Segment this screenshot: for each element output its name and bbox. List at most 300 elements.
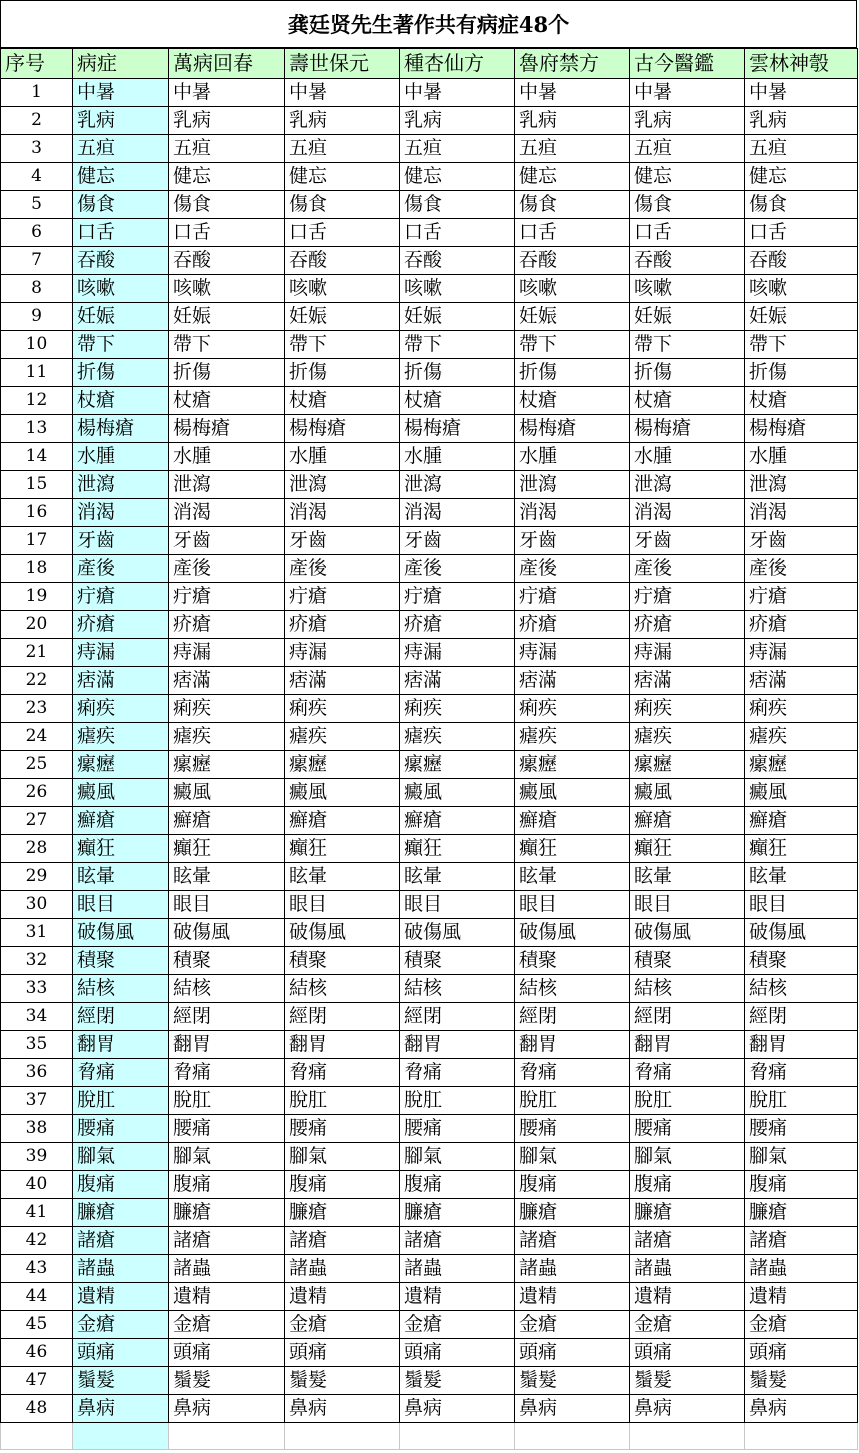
book-wanbing-huichun-cell[interactable]: 鼻病 bbox=[169, 1395, 285, 1423]
book-zhongxing-xianfang-cell[interactable]: 眩暈 bbox=[400, 863, 515, 891]
empty-cell[interactable] bbox=[630, 1423, 745, 1450]
row-index-cell[interactable]: 9 bbox=[1, 303, 73, 331]
row-index-cell[interactable]: 20 bbox=[1, 611, 73, 639]
disease-cell[interactable]: 瘰癧 bbox=[73, 751, 169, 779]
disease-cell[interactable]: 結核 bbox=[73, 975, 169, 1003]
empty-cell[interactable] bbox=[400, 1423, 515, 1450]
book-gujin-yijian-cell[interactable]: 乳病 bbox=[630, 107, 745, 135]
book-yunlin-shengou-cell[interactable]: 咳嗽 bbox=[745, 275, 858, 303]
book-shoushi-baoyuan-cell[interactable]: 遺精 bbox=[285, 1283, 400, 1311]
book-lufu-jinfang-cell[interactable]: 產後 bbox=[515, 555, 630, 583]
book-wanbing-huichun-cell[interactable]: 水腫 bbox=[169, 443, 285, 471]
book-zhongxing-xianfang-cell[interactable]: 破傷風 bbox=[400, 919, 515, 947]
row-index-cell[interactable]: 27 bbox=[1, 807, 73, 835]
row-index-cell[interactable]: 34 bbox=[1, 1003, 73, 1031]
book-shoushi-baoyuan-cell[interactable]: 腹痛 bbox=[285, 1171, 400, 1199]
book-gujin-yijian-cell[interactable]: 臁瘡 bbox=[630, 1199, 745, 1227]
book-zhongxing-xianfang-cell[interactable]: 泄瀉 bbox=[400, 471, 515, 499]
book-shoushi-baoyuan-cell[interactable]: 諸蟲 bbox=[285, 1255, 400, 1283]
book-gujin-yijian-cell[interactable]: 疥瘡 bbox=[630, 611, 745, 639]
empty-cell[interactable] bbox=[285, 1423, 400, 1450]
row-index-cell[interactable]: 36 bbox=[1, 1059, 73, 1087]
row-index-cell[interactable]: 19 bbox=[1, 583, 73, 611]
book-zhongxing-xianfang-cell[interactable]: 瘰癧 bbox=[400, 751, 515, 779]
book-shoushi-baoyuan-cell[interactable]: 癬瘡 bbox=[285, 807, 400, 835]
book-yunlin-shengou-cell[interactable]: 鬚髮 bbox=[745, 1367, 858, 1395]
book-gujin-yijian-cell[interactable]: 口舌 bbox=[630, 219, 745, 247]
book-shoushi-baoyuan-cell[interactable]: 眩暈 bbox=[285, 863, 400, 891]
book-wanbing-huichun-cell[interactable]: 乳病 bbox=[169, 107, 285, 135]
row-index-cell[interactable]: 41 bbox=[1, 1199, 73, 1227]
book-gujin-yijian-cell[interactable]: 妊娠 bbox=[630, 303, 745, 331]
book-gujin-yijian-cell[interactable]: 牙齒 bbox=[630, 527, 745, 555]
book-zhongxing-xianfang-cell[interactable]: 水腫 bbox=[400, 443, 515, 471]
book-lufu-jinfang-cell[interactable]: 泄瀉 bbox=[515, 471, 630, 499]
book-shoushi-baoyuan-cell[interactable]: 牙齒 bbox=[285, 527, 400, 555]
book-shoushi-baoyuan-cell[interactable]: 產後 bbox=[285, 555, 400, 583]
book-yunlin-shengou-cell[interactable]: 痞滿 bbox=[745, 667, 858, 695]
book-wanbing-huichun-cell[interactable]: 瘧疾 bbox=[169, 723, 285, 751]
row-index-cell[interactable]: 48 bbox=[1, 1395, 73, 1423]
book-shoushi-baoyuan-cell[interactable]: 傷食 bbox=[285, 191, 400, 219]
book-yunlin-shengou-cell[interactable]: 瘧疾 bbox=[745, 723, 858, 751]
disease-cell[interactable]: 消渴 bbox=[73, 499, 169, 527]
book-lufu-jinfang-cell[interactable]: 健忘 bbox=[515, 163, 630, 191]
book-shoushi-baoyuan-cell[interactable]: 脫肛 bbox=[285, 1087, 400, 1115]
row-index-cell[interactable]: 8 bbox=[1, 275, 73, 303]
book-wanbing-huichun-cell[interactable]: 積聚 bbox=[169, 947, 285, 975]
header-wanbing-huichun[interactable]: 萬病回春 bbox=[169, 49, 285, 79]
book-wanbing-huichun-cell[interactable]: 癬瘡 bbox=[169, 807, 285, 835]
row-index-cell[interactable]: 2 bbox=[1, 107, 73, 135]
disease-cell[interactable]: 杖瘡 bbox=[73, 387, 169, 415]
book-gujin-yijian-cell[interactable]: 健忘 bbox=[630, 163, 745, 191]
disease-cell[interactable]: 金瘡 bbox=[73, 1311, 169, 1339]
book-wanbing-huichun-cell[interactable]: 金瘡 bbox=[169, 1311, 285, 1339]
book-lufu-jinfang-cell[interactable]: 結核 bbox=[515, 975, 630, 1003]
row-index-cell[interactable]: 28 bbox=[1, 835, 73, 863]
book-shoushi-baoyuan-cell[interactable]: 帶下 bbox=[285, 331, 400, 359]
disease-cell[interactable]: 遺精 bbox=[73, 1283, 169, 1311]
book-wanbing-huichun-cell[interactable]: 癜風 bbox=[169, 779, 285, 807]
book-shoushi-baoyuan-cell[interactable]: 臁瘡 bbox=[285, 1199, 400, 1227]
book-zhongxing-xianfang-cell[interactable]: 牙齒 bbox=[400, 527, 515, 555]
book-lufu-jinfang-cell[interactable]: 腹痛 bbox=[515, 1171, 630, 1199]
book-zhongxing-xianfang-cell[interactable]: 積聚 bbox=[400, 947, 515, 975]
empty-cell[interactable] bbox=[169, 1423, 285, 1450]
row-index-cell[interactable]: 5 bbox=[1, 191, 73, 219]
book-yunlin-shengou-cell[interactable]: 杖瘡 bbox=[745, 387, 858, 415]
book-gujin-yijian-cell[interactable]: 脅痛 bbox=[630, 1059, 745, 1087]
book-yunlin-shengou-cell[interactable]: 瘰癧 bbox=[745, 751, 858, 779]
disease-cell[interactable]: 疥瘡 bbox=[73, 611, 169, 639]
disease-cell[interactable]: 折傷 bbox=[73, 359, 169, 387]
book-gujin-yijian-cell[interactable]: 痔漏 bbox=[630, 639, 745, 667]
book-shoushi-baoyuan-cell[interactable]: 鼻病 bbox=[285, 1395, 400, 1423]
book-gujin-yijian-cell[interactable]: 諸蟲 bbox=[630, 1255, 745, 1283]
book-gujin-yijian-cell[interactable]: 頭痛 bbox=[630, 1339, 745, 1367]
book-lufu-jinfang-cell[interactable]: 口舌 bbox=[515, 219, 630, 247]
book-yunlin-shengou-cell[interactable]: 癜風 bbox=[745, 779, 858, 807]
disease-cell[interactable]: 鼻病 bbox=[73, 1395, 169, 1423]
book-lufu-jinfang-cell[interactable]: 瘰癧 bbox=[515, 751, 630, 779]
book-shoushi-baoyuan-cell[interactable]: 瘧疾 bbox=[285, 723, 400, 751]
book-shoushi-baoyuan-cell[interactable]: 楊梅瘡 bbox=[285, 415, 400, 443]
book-zhongxing-xianfang-cell[interactable]: 妊娠 bbox=[400, 303, 515, 331]
book-wanbing-huichun-cell[interactable]: 五疸 bbox=[169, 135, 285, 163]
book-lufu-jinfang-cell[interactable]: 楊梅瘡 bbox=[515, 415, 630, 443]
book-wanbing-huichun-cell[interactable]: 傷食 bbox=[169, 191, 285, 219]
book-wanbing-huichun-cell[interactable]: 健忘 bbox=[169, 163, 285, 191]
row-index-cell[interactable]: 1 bbox=[1, 79, 73, 107]
book-lufu-jinfang-cell[interactable]: 眩暈 bbox=[515, 863, 630, 891]
book-yunlin-shengou-cell[interactable]: 楊梅瘡 bbox=[745, 415, 858, 443]
book-wanbing-huichun-cell[interactable]: 中暑 bbox=[169, 79, 285, 107]
book-yunlin-shengou-cell[interactable]: 翻胃 bbox=[745, 1031, 858, 1059]
book-zhongxing-xianfang-cell[interactable]: 乳病 bbox=[400, 107, 515, 135]
row-index-cell[interactable]: 45 bbox=[1, 1311, 73, 1339]
disease-cell[interactable]: 吞酸 bbox=[73, 247, 169, 275]
book-yunlin-shengou-cell[interactable]: 消渴 bbox=[745, 499, 858, 527]
book-zhongxing-xianfang-cell[interactable]: 頭痛 bbox=[400, 1339, 515, 1367]
book-zhongxing-xianfang-cell[interactable]: 吞酸 bbox=[400, 247, 515, 275]
book-zhongxing-xianfang-cell[interactable]: 楊梅瘡 bbox=[400, 415, 515, 443]
book-gujin-yijian-cell[interactable]: 水腫 bbox=[630, 443, 745, 471]
header-lufu-jinfang[interactable]: 魯府禁方 bbox=[515, 49, 630, 79]
disease-cell[interactable]: 經閉 bbox=[73, 1003, 169, 1031]
disease-cell[interactable]: 腳氣 bbox=[73, 1143, 169, 1171]
book-yunlin-shengou-cell[interactable]: 眩暈 bbox=[745, 863, 858, 891]
book-gujin-yijian-cell[interactable]: 鬚髮 bbox=[630, 1367, 745, 1395]
book-zhongxing-xianfang-cell[interactable]: 消渴 bbox=[400, 499, 515, 527]
row-index-cell[interactable]: 23 bbox=[1, 695, 73, 723]
book-yunlin-shengou-cell[interactable]: 經閉 bbox=[745, 1003, 858, 1031]
disease-cell[interactable]: 產後 bbox=[73, 555, 169, 583]
disease-cell[interactable]: 諸蟲 bbox=[73, 1255, 169, 1283]
disease-cell[interactable]: 疔瘡 bbox=[73, 583, 169, 611]
book-gujin-yijian-cell[interactable]: 脫肛 bbox=[630, 1087, 745, 1115]
disease-cell[interactable]: 牙齒 bbox=[73, 527, 169, 555]
book-gujin-yijian-cell[interactable]: 咳嗽 bbox=[630, 275, 745, 303]
book-zhongxing-xianfang-cell[interactable]: 結核 bbox=[400, 975, 515, 1003]
row-index-cell[interactable]: 39 bbox=[1, 1143, 73, 1171]
book-wanbing-huichun-cell[interactable]: 痢疾 bbox=[169, 695, 285, 723]
book-yunlin-shengou-cell[interactable]: 腳氣 bbox=[745, 1143, 858, 1171]
row-index-cell[interactable]: 24 bbox=[1, 723, 73, 751]
row-index-cell[interactable]: 40 bbox=[1, 1171, 73, 1199]
disease-cell[interactable]: 咳嗽 bbox=[73, 275, 169, 303]
book-lufu-jinfang-cell[interactable]: 眼目 bbox=[515, 891, 630, 919]
book-yunlin-shengou-cell[interactable]: 諸瘡 bbox=[745, 1227, 858, 1255]
book-yunlin-shengou-cell[interactable]: 遺精 bbox=[745, 1283, 858, 1311]
book-gujin-yijian-cell[interactable]: 折傷 bbox=[630, 359, 745, 387]
book-wanbing-huichun-cell[interactable]: 翻胃 bbox=[169, 1031, 285, 1059]
book-shoushi-baoyuan-cell[interactable]: 結核 bbox=[285, 975, 400, 1003]
book-zhongxing-xianfang-cell[interactable]: 折傷 bbox=[400, 359, 515, 387]
book-yunlin-shengou-cell[interactable]: 泄瀉 bbox=[745, 471, 858, 499]
book-wanbing-huichun-cell[interactable]: 牙齒 bbox=[169, 527, 285, 555]
row-index-cell[interactable]: 33 bbox=[1, 975, 73, 1003]
book-shoushi-baoyuan-cell[interactable]: 咳嗽 bbox=[285, 275, 400, 303]
book-gujin-yijian-cell[interactable]: 翻胃 bbox=[630, 1031, 745, 1059]
book-shoushi-baoyuan-cell[interactable]: 水腫 bbox=[285, 443, 400, 471]
disease-cell[interactable]: 痢疾 bbox=[73, 695, 169, 723]
book-zhongxing-xianfang-cell[interactable]: 腳氣 bbox=[400, 1143, 515, 1171]
row-index-cell[interactable]: 4 bbox=[1, 163, 73, 191]
book-shoushi-baoyuan-cell[interactable]: 消渴 bbox=[285, 499, 400, 527]
book-wanbing-huichun-cell[interactable]: 腳氣 bbox=[169, 1143, 285, 1171]
row-index-cell[interactable]: 35 bbox=[1, 1031, 73, 1059]
row-index-cell[interactable]: 43 bbox=[1, 1255, 73, 1283]
book-shoushi-baoyuan-cell[interactable]: 脅痛 bbox=[285, 1059, 400, 1087]
book-wanbing-huichun-cell[interactable]: 腹痛 bbox=[169, 1171, 285, 1199]
book-shoushi-baoyuan-cell[interactable]: 瘰癧 bbox=[285, 751, 400, 779]
book-wanbing-huichun-cell[interactable]: 痔漏 bbox=[169, 639, 285, 667]
book-wanbing-huichun-cell[interactable]: 咳嗽 bbox=[169, 275, 285, 303]
disease-cell[interactable]: 頭痛 bbox=[73, 1339, 169, 1367]
row-index-cell[interactable]: 7 bbox=[1, 247, 73, 275]
book-shoushi-baoyuan-cell[interactable]: 破傷風 bbox=[285, 919, 400, 947]
book-lufu-jinfang-cell[interactable]: 積聚 bbox=[515, 947, 630, 975]
book-wanbing-huichun-cell[interactable]: 折傷 bbox=[169, 359, 285, 387]
book-gujin-yijian-cell[interactable]: 眩暈 bbox=[630, 863, 745, 891]
book-shoushi-baoyuan-cell[interactable]: 杖瘡 bbox=[285, 387, 400, 415]
book-shoushi-baoyuan-cell[interactable]: 腰痛 bbox=[285, 1115, 400, 1143]
book-shoushi-baoyuan-cell[interactable]: 健忘 bbox=[285, 163, 400, 191]
book-wanbing-huichun-cell[interactable]: 產後 bbox=[169, 555, 285, 583]
book-shoushi-baoyuan-cell[interactable]: 翻胃 bbox=[285, 1031, 400, 1059]
book-gujin-yijian-cell[interactable]: 吞酸 bbox=[630, 247, 745, 275]
book-zhongxing-xianfang-cell[interactable]: 腹痛 bbox=[400, 1171, 515, 1199]
row-index-cell[interactable]: 22 bbox=[1, 667, 73, 695]
book-shoushi-baoyuan-cell[interactable]: 泄瀉 bbox=[285, 471, 400, 499]
book-yunlin-shengou-cell[interactable]: 眼目 bbox=[745, 891, 858, 919]
row-index-cell[interactable]: 32 bbox=[1, 947, 73, 975]
book-yunlin-shengou-cell[interactable]: 癬瘡 bbox=[745, 807, 858, 835]
book-shoushi-baoyuan-cell[interactable]: 眼目 bbox=[285, 891, 400, 919]
book-wanbing-huichun-cell[interactable]: 經閉 bbox=[169, 1003, 285, 1031]
book-gujin-yijian-cell[interactable]: 諸瘡 bbox=[630, 1227, 745, 1255]
book-wanbing-huichun-cell[interactable]: 泄瀉 bbox=[169, 471, 285, 499]
book-shoushi-baoyuan-cell[interactable]: 腳氣 bbox=[285, 1143, 400, 1171]
book-wanbing-huichun-cell[interactable]: 遺精 bbox=[169, 1283, 285, 1311]
book-yunlin-shengou-cell[interactable]: 鼻病 bbox=[745, 1395, 858, 1423]
book-wanbing-huichun-cell[interactable]: 瘰癧 bbox=[169, 751, 285, 779]
disease-cell[interactable]: 五疸 bbox=[73, 135, 169, 163]
book-wanbing-huichun-cell[interactable]: 妊娠 bbox=[169, 303, 285, 331]
book-lufu-jinfang-cell[interactable]: 遺精 bbox=[515, 1283, 630, 1311]
book-wanbing-huichun-cell[interactable]: 諸瘡 bbox=[169, 1227, 285, 1255]
book-wanbing-huichun-cell[interactable]: 帶下 bbox=[169, 331, 285, 359]
book-yunlin-shengou-cell[interactable]: 乳病 bbox=[745, 107, 858, 135]
empty-cell[interactable] bbox=[515, 1423, 630, 1450]
disease-cell[interactable]: 水腫 bbox=[73, 443, 169, 471]
disease-cell[interactable]: 臁瘡 bbox=[73, 1199, 169, 1227]
book-lufu-jinfang-cell[interactable]: 鬚髮 bbox=[515, 1367, 630, 1395]
book-lufu-jinfang-cell[interactable]: 瘧疾 bbox=[515, 723, 630, 751]
disease-cell[interactable]: 乳病 bbox=[73, 107, 169, 135]
book-yunlin-shengou-cell[interactable]: 口舌 bbox=[745, 219, 858, 247]
book-wanbing-huichun-cell[interactable]: 腰痛 bbox=[169, 1115, 285, 1143]
book-lufu-jinfang-cell[interactable]: 癬瘡 bbox=[515, 807, 630, 835]
disease-cell[interactable]: 妊娠 bbox=[73, 303, 169, 331]
book-gujin-yijian-cell[interactable]: 瘰癧 bbox=[630, 751, 745, 779]
disease-cell[interactable]: 積聚 bbox=[73, 947, 169, 975]
book-shoushi-baoyuan-cell[interactable]: 五疸 bbox=[285, 135, 400, 163]
book-wanbing-huichun-cell[interactable]: 杖瘡 bbox=[169, 387, 285, 415]
book-shoushi-baoyuan-cell[interactable]: 頭痛 bbox=[285, 1339, 400, 1367]
book-yunlin-shengou-cell[interactable]: 吞酸 bbox=[745, 247, 858, 275]
book-gujin-yijian-cell[interactable]: 結核 bbox=[630, 975, 745, 1003]
book-yunlin-shengou-cell[interactable]: 脅痛 bbox=[745, 1059, 858, 1087]
book-zhongxing-xianfang-cell[interactable]: 鬚髮 bbox=[400, 1367, 515, 1395]
disease-cell[interactable]: 脫肛 bbox=[73, 1087, 169, 1115]
book-shoushi-baoyuan-cell[interactable]: 痢疾 bbox=[285, 695, 400, 723]
book-shoushi-baoyuan-cell[interactable]: 癜風 bbox=[285, 779, 400, 807]
book-wanbing-huichun-cell[interactable]: 頭痛 bbox=[169, 1339, 285, 1367]
book-yunlin-shengou-cell[interactable]: 妊娠 bbox=[745, 303, 858, 331]
book-lufu-jinfang-cell[interactable]: 癜風 bbox=[515, 779, 630, 807]
book-lufu-jinfang-cell[interactable]: 傷食 bbox=[515, 191, 630, 219]
book-gujin-yijian-cell[interactable]: 鼻病 bbox=[630, 1395, 745, 1423]
book-lufu-jinfang-cell[interactable]: 吞酸 bbox=[515, 247, 630, 275]
book-zhongxing-xianfang-cell[interactable]: 痞滿 bbox=[400, 667, 515, 695]
disease-cell[interactable]: 脅痛 bbox=[73, 1059, 169, 1087]
book-lufu-jinfang-cell[interactable]: 金瘡 bbox=[515, 1311, 630, 1339]
disease-cell[interactable]: 眩暈 bbox=[73, 863, 169, 891]
book-lufu-jinfang-cell[interactable]: 咳嗽 bbox=[515, 275, 630, 303]
book-yunlin-shengou-cell[interactable]: 積聚 bbox=[745, 947, 858, 975]
book-yunlin-shengou-cell[interactable]: 腹痛 bbox=[745, 1171, 858, 1199]
book-zhongxing-xianfang-cell[interactable]: 杖瘡 bbox=[400, 387, 515, 415]
disease-cell[interactable]: 健忘 bbox=[73, 163, 169, 191]
book-yunlin-shengou-cell[interactable]: 健忘 bbox=[745, 163, 858, 191]
book-shoushi-baoyuan-cell[interactable]: 痔漏 bbox=[285, 639, 400, 667]
book-wanbing-huichun-cell[interactable]: 眼目 bbox=[169, 891, 285, 919]
book-gujin-yijian-cell[interactable]: 積聚 bbox=[630, 947, 745, 975]
book-shoushi-baoyuan-cell[interactable]: 金瘡 bbox=[285, 1311, 400, 1339]
header-gujin-yijian[interactable]: 古今醫鑑 bbox=[630, 49, 745, 79]
book-zhongxing-xianfang-cell[interactable]: 疥瘡 bbox=[400, 611, 515, 639]
book-gujin-yijian-cell[interactable]: 痢疾 bbox=[630, 695, 745, 723]
book-wanbing-huichun-cell[interactable]: 諸蟲 bbox=[169, 1255, 285, 1283]
book-gujin-yijian-cell[interactable]: 傷食 bbox=[630, 191, 745, 219]
book-zhongxing-xianfang-cell[interactable]: 健忘 bbox=[400, 163, 515, 191]
book-yunlin-shengou-cell[interactable]: 牙齒 bbox=[745, 527, 858, 555]
row-index-cell[interactable]: 42 bbox=[1, 1227, 73, 1255]
book-zhongxing-xianfang-cell[interactable]: 遺精 bbox=[400, 1283, 515, 1311]
book-wanbing-huichun-cell[interactable]: 楊梅瘡 bbox=[169, 415, 285, 443]
book-lufu-jinfang-cell[interactable]: 諸瘡 bbox=[515, 1227, 630, 1255]
book-lufu-jinfang-cell[interactable]: 頭痛 bbox=[515, 1339, 630, 1367]
book-gujin-yijian-cell[interactable]: 杖瘡 bbox=[630, 387, 745, 415]
book-lufu-jinfang-cell[interactable]: 折傷 bbox=[515, 359, 630, 387]
disease-cell[interactable]: 瘧疾 bbox=[73, 723, 169, 751]
disease-cell[interactable]: 癲狂 bbox=[73, 835, 169, 863]
book-shoushi-baoyuan-cell[interactable]: 鬚髮 bbox=[285, 1367, 400, 1395]
book-shoushi-baoyuan-cell[interactable]: 癲狂 bbox=[285, 835, 400, 863]
book-lufu-jinfang-cell[interactable]: 腳氣 bbox=[515, 1143, 630, 1171]
book-gujin-yijian-cell[interactable]: 消渴 bbox=[630, 499, 745, 527]
book-lufu-jinfang-cell[interactable]: 臁瘡 bbox=[515, 1199, 630, 1227]
book-lufu-jinfang-cell[interactable]: 痢疾 bbox=[515, 695, 630, 723]
book-lufu-jinfang-cell[interactable]: 乳病 bbox=[515, 107, 630, 135]
book-shoushi-baoyuan-cell[interactable]: 疔瘡 bbox=[285, 583, 400, 611]
book-lufu-jinfang-cell[interactable]: 痞滿 bbox=[515, 667, 630, 695]
book-lufu-jinfang-cell[interactable]: 水腫 bbox=[515, 443, 630, 471]
book-lufu-jinfang-cell[interactable]: 消渴 bbox=[515, 499, 630, 527]
book-shoushi-baoyuan-cell[interactable]: 經閉 bbox=[285, 1003, 400, 1031]
book-gujin-yijian-cell[interactable]: 痞滿 bbox=[630, 667, 745, 695]
book-lufu-jinfang-cell[interactable]: 鼻病 bbox=[515, 1395, 630, 1423]
disease-cell[interactable]: 破傷風 bbox=[73, 919, 169, 947]
book-yunlin-shengou-cell[interactable]: 產後 bbox=[745, 555, 858, 583]
book-lufu-jinfang-cell[interactable]: 五疸 bbox=[515, 135, 630, 163]
row-index-cell[interactable]: 46 bbox=[1, 1339, 73, 1367]
book-yunlin-shengou-cell[interactable]: 破傷風 bbox=[745, 919, 858, 947]
book-shoushi-baoyuan-cell[interactable]: 折傷 bbox=[285, 359, 400, 387]
row-index-cell[interactable]: 44 bbox=[1, 1283, 73, 1311]
book-shoushi-baoyuan-cell[interactable]: 中暑 bbox=[285, 79, 400, 107]
disease-cell[interactable]: 痔漏 bbox=[73, 639, 169, 667]
book-yunlin-shengou-cell[interactable]: 頭痛 bbox=[745, 1339, 858, 1367]
book-lufu-jinfang-cell[interactable]: 疔瘡 bbox=[515, 583, 630, 611]
empty-cell[interactable] bbox=[1, 1423, 73, 1450]
book-wanbing-huichun-cell[interactable]: 消渴 bbox=[169, 499, 285, 527]
book-yunlin-shengou-cell[interactable]: 疔瘡 bbox=[745, 583, 858, 611]
book-zhongxing-xianfang-cell[interactable]: 癬瘡 bbox=[400, 807, 515, 835]
book-shoushi-baoyuan-cell[interactable]: 積聚 bbox=[285, 947, 400, 975]
book-lufu-jinfang-cell[interactable]: 牙齒 bbox=[515, 527, 630, 555]
disease-cell[interactable]: 泄瀉 bbox=[73, 471, 169, 499]
book-zhongxing-xianfang-cell[interactable]: 金瘡 bbox=[400, 1311, 515, 1339]
disease-cell[interactable]: 帶下 bbox=[73, 331, 169, 359]
book-zhongxing-xianfang-cell[interactable]: 傷食 bbox=[400, 191, 515, 219]
disease-cell[interactable]: 癜風 bbox=[73, 779, 169, 807]
book-wanbing-huichun-cell[interactable]: 口舌 bbox=[169, 219, 285, 247]
disease-cell[interactable]: 口舌 bbox=[73, 219, 169, 247]
book-zhongxing-xianfang-cell[interactable]: 中暑 bbox=[400, 79, 515, 107]
book-wanbing-huichun-cell[interactable]: 癲狂 bbox=[169, 835, 285, 863]
row-index-cell[interactable]: 25 bbox=[1, 751, 73, 779]
row-index-cell[interactable]: 11 bbox=[1, 359, 73, 387]
book-lufu-jinfang-cell[interactable]: 妊娠 bbox=[515, 303, 630, 331]
book-zhongxing-xianfang-cell[interactable]: 經閉 bbox=[400, 1003, 515, 1031]
book-gujin-yijian-cell[interactable]: 癲狂 bbox=[630, 835, 745, 863]
disease-cell[interactable]: 翻胃 bbox=[73, 1031, 169, 1059]
row-index-cell[interactable]: 29 bbox=[1, 863, 73, 891]
book-shoushi-baoyuan-cell[interactable]: 乳病 bbox=[285, 107, 400, 135]
book-zhongxing-xianfang-cell[interactable]: 口舌 bbox=[400, 219, 515, 247]
book-shoushi-baoyuan-cell[interactable]: 痞滿 bbox=[285, 667, 400, 695]
book-lufu-jinfang-cell[interactable]: 痔漏 bbox=[515, 639, 630, 667]
book-wanbing-huichun-cell[interactable]: 痞滿 bbox=[169, 667, 285, 695]
book-wanbing-huichun-cell[interactable]: 臁瘡 bbox=[169, 1199, 285, 1227]
book-lufu-jinfang-cell[interactable]: 脅痛 bbox=[515, 1059, 630, 1087]
book-zhongxing-xianfang-cell[interactable]: 痢疾 bbox=[400, 695, 515, 723]
book-wanbing-huichun-cell[interactable]: 吞酸 bbox=[169, 247, 285, 275]
header-disease[interactable]: 病症 bbox=[73, 49, 169, 79]
book-wanbing-huichun-cell[interactable]: 脅痛 bbox=[169, 1059, 285, 1087]
book-gujin-yijian-cell[interactable]: 產後 bbox=[630, 555, 745, 583]
row-index-cell[interactable]: 37 bbox=[1, 1087, 73, 1115]
book-gujin-yijian-cell[interactable]: 中暑 bbox=[630, 79, 745, 107]
row-index-cell[interactable]: 15 bbox=[1, 471, 73, 499]
book-yunlin-shengou-cell[interactable]: 中暑 bbox=[745, 79, 858, 107]
header-shoushi-baoyuan[interactable]: 壽世保元 bbox=[285, 49, 400, 79]
book-zhongxing-xianfang-cell[interactable]: 臁瘡 bbox=[400, 1199, 515, 1227]
row-index-cell[interactable]: 26 bbox=[1, 779, 73, 807]
